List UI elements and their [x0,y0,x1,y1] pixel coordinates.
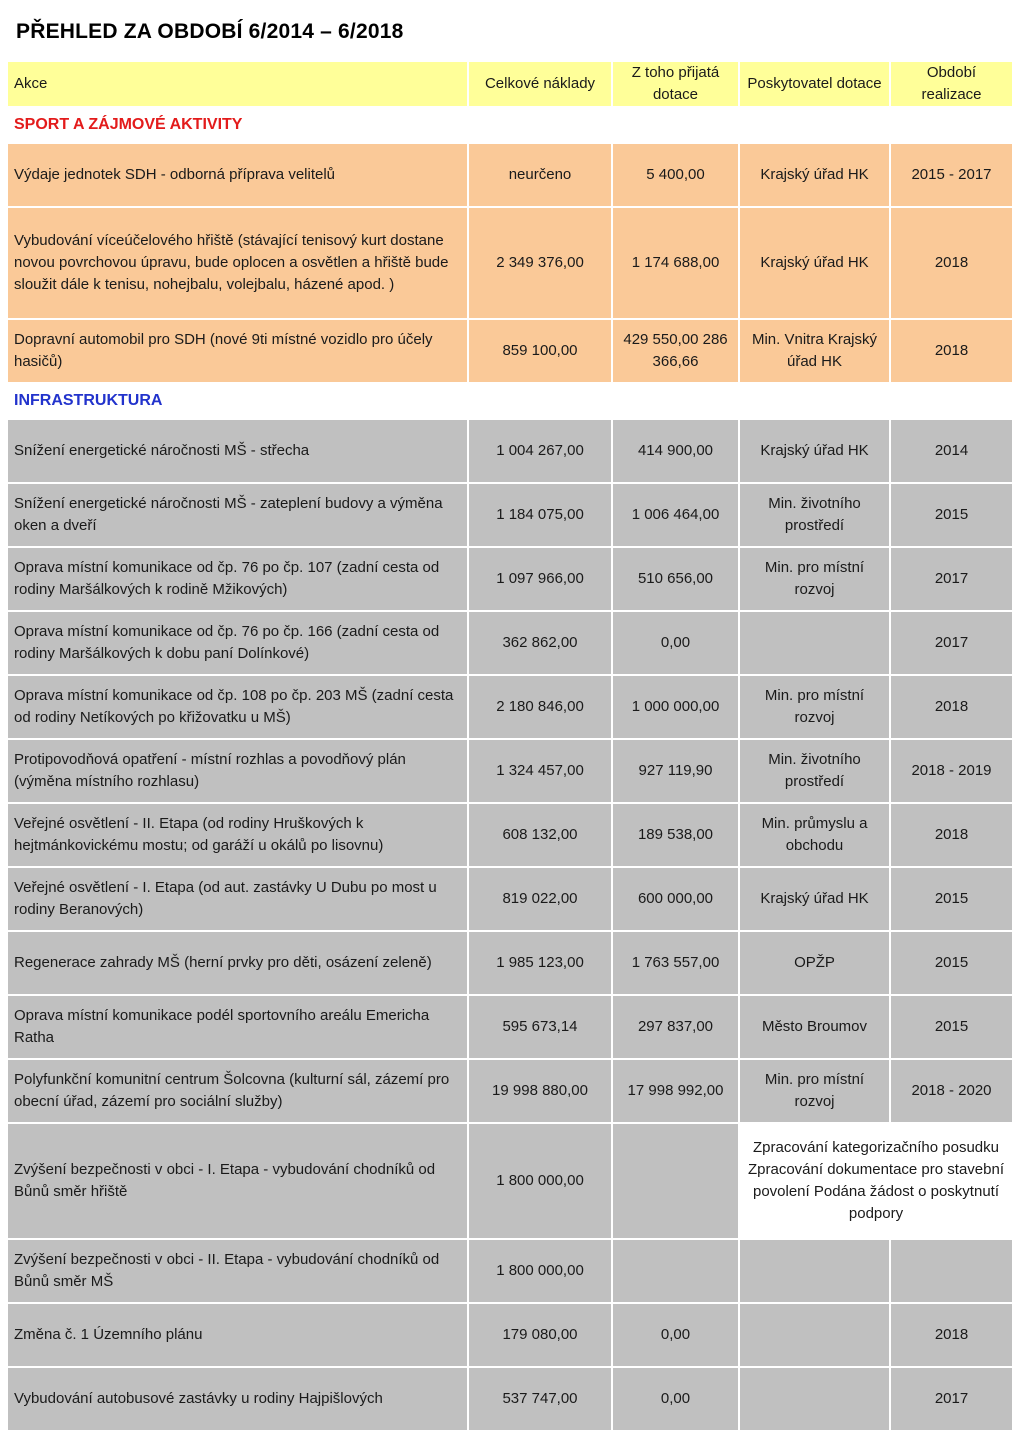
cell-akce: Snížení energetické náročnosti MŠ - střecha [8,420,469,484]
cell-poskytovatel: Min. životního prostředí [740,740,891,804]
cell-obdobi: 2015 [891,996,1012,1060]
cell-poskytovatel: Min. pro místní rozvoj [740,1060,891,1124]
section-title: INFRASTRUKTURA [8,384,1012,420]
cell-naklady: 179 080,00 [469,1304,613,1368]
cell-obdobi: 2018 [891,208,1012,320]
table-row [8,1060,1012,1124]
cell-akce: Zvýšení bezpečnosti v obci - I. Etapa - vybudování chodníků od Bůnů směr hřiště [8,1124,469,1240]
cell-dotace: 414 900,00 [613,420,740,484]
cell-dotace: 0,00 [613,1368,740,1432]
cell-naklady: 595 673,14 [469,996,613,1060]
page-title: PŘEHLED ZA OBDOBÍ 6/2014 – 6/2018 [16,20,404,43]
cell-naklady: 859 100,00 [469,320,613,384]
table-row [8,484,1012,548]
cell-akce: Regenerace zahrady MŠ (herní prvky pro děti, osázení zeleně) [8,932,469,996]
cell-poskytovatel [740,1368,891,1432]
cell-naklady: 1 004 267,00 [469,420,613,484]
cell-obdobi: 2018 [891,1304,1012,1368]
cell-dotace: 17 998 992,00 [613,1060,740,1124]
cell-akce: Polyfunkční komunitní centrum Šolcovna (kulturní sál, zázemí pro obecní úřad, zázemí pro sociální služby) [8,1060,469,1124]
cell-obdobi: 2017 [891,1368,1012,1432]
cell-poskytovatel [740,1304,891,1368]
column-header-naklady: Celkové náklady [469,62,613,108]
table-row [8,740,1012,804]
cell-naklady: neurčeno [469,144,613,208]
table-row [8,1368,1012,1432]
table-row [8,548,1012,612]
cell-poskytovatel: Krajský úřad HK [740,208,891,320]
cell-dotace: 1 174 688,00 [613,208,740,320]
cell-poskytovatel: Krajský úřad HK [740,420,891,484]
section-header-row [8,384,1012,420]
cell-naklady: 1 097 966,00 [469,548,613,612]
cell-akce: Oprava místní komunikace od čp. 76 po čp. 107 (zadní cesta od rodiny Maršálkových k rodině Mžikových) [8,548,469,612]
cell-dotace: 1 006 464,00 [613,484,740,548]
table-row [8,144,1012,208]
cell-dotace: 5 400,00 [613,144,740,208]
table-row [8,932,1012,996]
cell-dotace: 429 550,00 286 366,66 [613,320,740,384]
cell-naklady: 608 132,00 [469,804,613,868]
table-header-row [8,62,1012,108]
cell-naklady: 1 800 000,00 [469,1240,613,1304]
cell-naklady: 819 022,00 [469,868,613,932]
cell-dotace: 0,00 [613,612,740,676]
cell-obdobi: 2015 [891,484,1012,548]
cell-akce: Vybudování víceúčelového hřiště (stávající tenisový kurt dostane novou povrchovou úpravu, bude oplocen a osvětlen a hřiště bude sloužit dále k tenisu, nohejbalu, volejbalu, házené apod. ) [8,208,469,320]
cell-poskytovatel: Min. pro místní rozvoj [740,548,891,612]
table-row [8,1124,1012,1240]
cell-poskytovatel: Krajský úřad HK [740,868,891,932]
cell-dotace: 0,00 [613,1304,740,1368]
cell-akce: Vybudování autobusové zastávky u rodiny Hajpišlových [8,1368,469,1432]
cell-obdobi: 2015 - 2017 [891,144,1012,208]
section-title: SPORT A ZÁJMOVÉ AKTIVITY [8,108,1012,144]
table-row [8,868,1012,932]
column-header-dotace: Z toho přijatá dotace [613,62,740,108]
table-row [8,320,1012,384]
cell-akce: Změna č. 1 Územního plánu [8,1304,469,1368]
cell-obdobi: 2018 [891,676,1012,740]
cell-obdobi: 2015 [891,868,1012,932]
cell-obdobi [891,1240,1012,1304]
cell-akce: Dopravní automobil pro SDH (nové 9ti místné vozidlo pro účely hasičů) [8,320,469,384]
table-row [8,1240,1012,1304]
cell-dotace [613,1240,740,1304]
cell-akce: Oprava místní komunikace od čp. 108 po čp. 203 MŠ (zadní cesta od rodiny Netíkových po křižovatku u MŠ) [8,676,469,740]
table-row [8,208,1012,320]
cell-obdobi: 2017 [891,548,1012,612]
cell-naklady: 2 349 376,00 [469,208,613,320]
cell-akce: Zvýšení bezpečnosti v obci - II. Etapa - vybudování chodníků od Bůnů směr MŠ [8,1240,469,1304]
cell-poskytovatel [740,1240,891,1304]
cell-dotace: 189 538,00 [613,804,740,868]
cell-poskytovatel: OPŽP [740,932,891,996]
cell-dotace: 927 119,90 [613,740,740,804]
cell-obdobi: 2017 [891,612,1012,676]
cell-dotace: 1 000 000,00 [613,676,740,740]
cell-obdobi: 2015 [891,932,1012,996]
cell-akce: Oprava místní komunikace od čp. 76 po čp. 166 (zadní cesta od rodiny Maršálkových k dobu paní Dolínkové) [8,612,469,676]
cell-poskytovatel: Min. životního prostředí [740,484,891,548]
cell-naklady: 537 747,00 [469,1368,613,1432]
cell-poskytovatel: Krajský úřad HK [740,144,891,208]
cell-obdobi: 2018 [891,804,1012,868]
cell-dotace: 1 763 557,00 [613,932,740,996]
cell-akce: Výdaje jednotek SDH - odborná příprava velitelů [8,144,469,208]
cell-naklady: 1 985 123,00 [469,932,613,996]
table-row [8,804,1012,868]
overview-table [8,62,1012,1432]
cell-akce: Veřejné osvětlení - I. Etapa (od aut. zastávky U Dubu po most u rodiny Beranových) [8,868,469,932]
cell-dotace: 600 000,00 [613,868,740,932]
cell-naklady: 1 184 075,00 [469,484,613,548]
cell-obdobi: 2018 - 2020 [891,1060,1012,1124]
cell-poskytovatel: Min. pro místní rozvoj [740,676,891,740]
cell-naklady: 1 324 457,00 [469,740,613,804]
cell-akce: Protipovodňová opatření - místní rozhlas a povodňový plán (výměna místního rozhlasu) [8,740,469,804]
cell-obdobi: 2018 [891,320,1012,384]
cell-poskytovatel: Min. Vnitra Krajský úřad HK [740,320,891,384]
cell-naklady: 19 998 880,00 [469,1060,613,1124]
cell-note: Zpracování kategorizačního posudku Zpracování dokumentace pro stavební povolení Podána žádost o poskytnutí podpory [740,1124,1012,1240]
column-header-obdobi: Období realizace [891,62,1012,108]
cell-dotace: 297 837,00 [613,996,740,1060]
cell-dotace: 510 656,00 [613,548,740,612]
cell-poskytovatel: Město Broumov [740,996,891,1060]
cell-naklady: 1 800 000,00 [469,1124,613,1240]
table-row [8,996,1012,1060]
cell-naklady: 2 180 846,00 [469,676,613,740]
cell-poskytovatel: Min. průmyslu a obchodu [740,804,891,868]
column-header-akce: Akce [8,62,469,108]
cell-dotace [613,1124,740,1240]
table-row [8,420,1012,484]
section-header-row [8,108,1012,144]
cell-akce: Oprava místní komunikace podél sportovního areálu Emericha Ratha [8,996,469,1060]
cell-poskytovatel [740,612,891,676]
cell-obdobi: 2018 - 2019 [891,740,1012,804]
cell-akce: Snížení energetické náročnosti MŠ - zateplení budovy a výměna oken a dveří [8,484,469,548]
cell-akce: Veřejné osvětlení - II. Etapa (od rodiny Hruškových k hejtmánkovickému mostu; od garáží u okálů po lisovnu) [8,804,469,868]
cell-naklady: 362 862,00 [469,612,613,676]
table-row [8,612,1012,676]
table-row [8,676,1012,740]
column-header-poskytovatel: Poskytovatel dotace [740,62,891,108]
table-row [8,1304,1012,1368]
cell-obdobi: 2014 [891,420,1012,484]
